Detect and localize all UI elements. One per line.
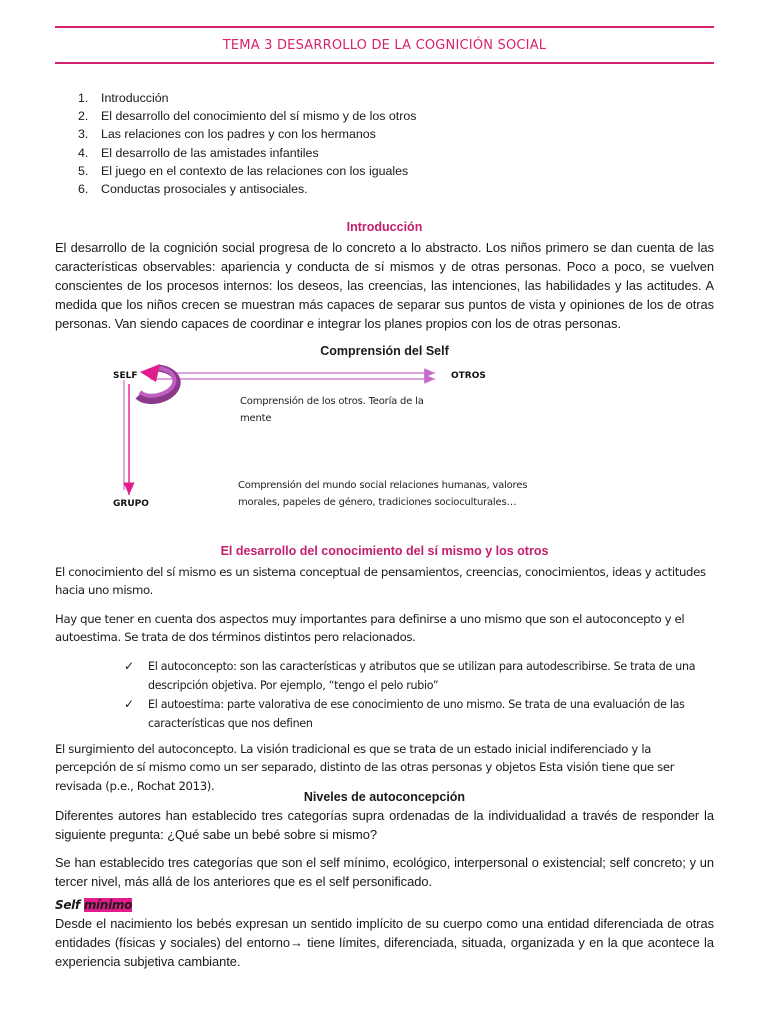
toc-item: [70, 162, 416, 180]
toc-label: Las relaciones con los padres y con los hermanos: [101, 127, 376, 142]
header-rule-top: [55, 26, 714, 28]
self-minimo-paragraph: Desde el nacimiento los bebés expresan un sentido implícito de su cuerpo como una entidad diferenciada de otras entidades (físicas y sociales) del entorno→ tiene límites, diferenciada, situada, organizada y en la que acontece la experiencia subjetiva cambiante.: [55, 916, 714, 969]
toc-label: El juego en el contexto de las relaciones con los iguales: [101, 163, 409, 178]
intro-paragraph: El desarrollo de la cognición social progresa de lo concreto a lo abstracto. Los niños primero se dan cuenta de las características observables: apariencia y conducta de sí mismos y de otras personas. Poco a poco, se vuelven conscientes de los procesos internos: los deseos, las creencias, las intenciones, las habilidades y las actitudes. A medida que los niños crecen se muestran más capaces de separar sus puntos de vista y opiniones de los de otras personas. Van siendo capaces de coordinar e integrar los planes propios con los de otras personas.: [55, 240, 714, 331]
grupo-label: GRUPO: [113, 499, 149, 509]
otros-description-line: Comprensión de los otros. Teoría de la: [240, 396, 424, 407]
check-icon: ✓: [124, 697, 134, 711]
circular-arrow-icon: [138, 364, 177, 401]
diagram-heading: Comprensión del Self: [320, 344, 449, 358]
toc-item: [70, 180, 416, 198]
social-description-line: morales, papeles de género, tradiciones socioculturales…: [238, 497, 517, 508]
niveles-heading: Niveles de autoconcepción: [303, 790, 466, 804]
social-description: [238, 477, 527, 511]
self-minimo-label: [55, 898, 132, 912]
toc-item: [70, 144, 416, 162]
checklist-item: [120, 657, 714, 695]
toc-label: El desarrollo del conocimiento del sí mismo y de los otros: [101, 109, 417, 124]
otros-description-line: mente: [240, 413, 272, 424]
section-paragraph: El surgimiento del autoconcepto. La visión tradicional es que se trata de un estado inicial indiferenciado y la percepción de sí mismo como un ser separado, distinto de las otras personas y objetos Esta visión tiene que ser revisada (p.e., Rochat 2013).: [55, 742, 675, 793]
header-rule-bottom: [55, 62, 714, 64]
checklist: [120, 657, 714, 733]
intro-heading: Introducción: [346, 220, 423, 234]
toc-number: 4.: [78, 145, 89, 160]
section-paragraph: Hay que tener en cuenta dos aspectos muy importantes para definirse a uno mismo que son el autoconcepto y el autoestima. Se trata de dos términos distintos pero relacionados.: [55, 612, 685, 645]
checklist-text: El autoestima: parte valorativa de ese conocimiento de uno mismo. Se trata de una evaluación de las características que nos definen: [148, 698, 685, 730]
toc-label: Conductas prosociales y antisociales.: [101, 181, 308, 196]
toc-item: [70, 89, 416, 107]
toc-number: 3.: [78, 127, 89, 142]
toc-label: El desarrollo de las amistades infantiles: [101, 145, 319, 160]
self-minimo-label-highlight: mínimo: [83, 898, 133, 912]
checklist-text: El autoconcepto: son las características y atributos que se utilizan para autodescribirse. Se trata de una descripción objetiva. Por ejemplo, “tengo el pelo rubio”: [148, 660, 696, 692]
toc-number: 6.: [78, 181, 89, 196]
otros-label: OTROS: [451, 371, 486, 381]
toc-number: 1.: [78, 91, 89, 105]
page-title: TEMA 3 DESARROLLO DE LA COGNICIÓN SOCIAL: [222, 38, 547, 53]
niveles-paragraph: Se han establecido tres categorías que son el self mínimo, ecológico, interpersonal o existencial; self concreto; y un tercer nivel, más allá de los anteriores que es el self personificado.: [55, 855, 714, 889]
section-heading-self: El desarrollo del conocimiento del sí mismo y los otros: [220, 544, 549, 558]
checklist-item: [120, 695, 714, 733]
table-of-contents: [70, 89, 416, 198]
toc-item: [70, 125, 416, 143]
section-paragraph: El conocimiento del sí mismo es un sistema conceptual de pensamientos, creencias, conocimientos, ideas y actitudes hacia uno mismo.: [55, 565, 706, 598]
self-minimo-label-a: Self: [55, 898, 80, 912]
self-label: SELF: [113, 371, 138, 381]
check-icon: ✓: [124, 659, 134, 673]
toc-label: Introducción: [101, 91, 169, 105]
self-diagram: [100, 360, 660, 520]
toc-item: [70, 107, 416, 125]
toc-number: 5.: [78, 163, 89, 178]
niveles-paragraph: Diferentes autores han establecido tres categorías supra ordenadas de la individualidad a través de responder la siguiente pregunta: ¿Qué sabe un bebé sobre si mismo?: [55, 808, 714, 842]
toc-number: 2.: [78, 109, 89, 124]
social-description-line: Comprensión del mundo social relaciones humanas, valores: [238, 480, 528, 491]
otros-description: [240, 393, 424, 427]
